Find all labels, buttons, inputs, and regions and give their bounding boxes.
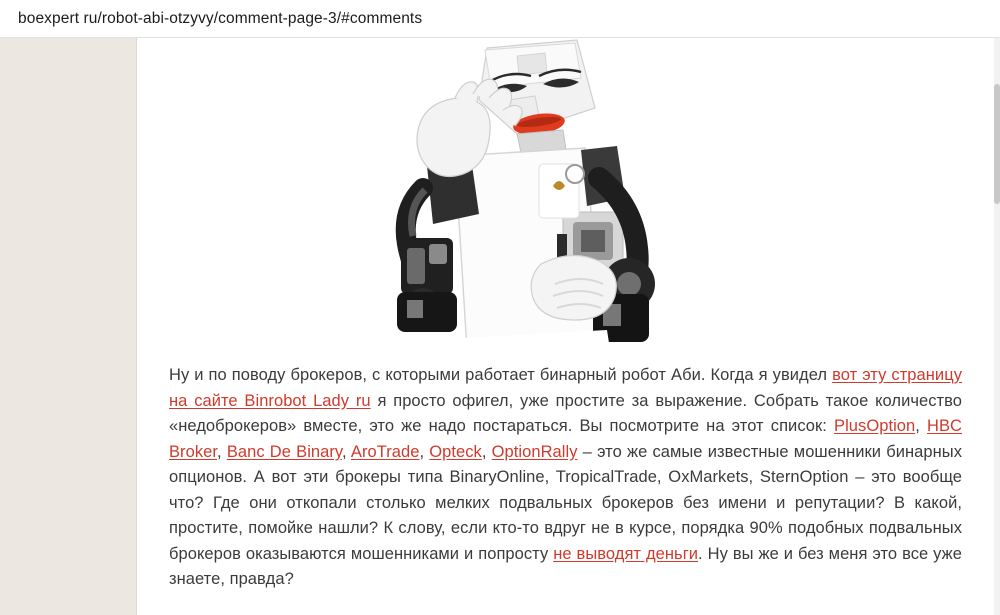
article-body [137, 363, 994, 593]
link-banc-de-binary[interactable]: Banc De Binary [226, 442, 342, 461]
article-content [137, 38, 994, 615]
para1-text-1: Ну и по поводу брокеров, с которыми работает бинарный робот Аби. Когда я увидел [169, 366, 833, 384]
left-margin-gutter [0, 38, 136, 615]
link-opteck[interactable]: Opteck [429, 442, 482, 461]
vertical-scrollbar-thumb[interactable] [994, 84, 1000, 204]
para1-sep-4: , [419, 442, 430, 461]
para1-sep-3: , [342, 442, 351, 461]
link-binrobot-lady-page[interactable]: вот эту страницу на сайте Binrobot Lady ru [169, 366, 962, 410]
browser-url-bar[interactable] [0, 0, 1000, 38]
para1-text-3: – это же самые известные мошенники бинарных опционов. А вот эти брокеры типа BinaryOnline, TropicalTrade, OxMarkets, SternOption – это вообще что? Где они откопали столько мелких подвальных брокеров без имени и репутации? В какой, простите, помойке нашли? К слову, если кто-то вдруг не в курсе, порядка 90% подобных подвальных брокеров оказываются мошенниками и попросту [169, 442, 962, 563]
para1-sep-5: , [481, 442, 492, 461]
link-hbc-broker[interactable]: HBC Broker [169, 417, 962, 461]
robot-illustration-svg [137, 38, 994, 363]
link-plusoption[interactable]: PlusOption [834, 417, 916, 435]
link-arotrade[interactable]: AroTrade [350, 442, 420, 461]
link-optionrally[interactable]: OptionRally [491, 442, 578, 461]
url-text: boexpert ru/robot-abi-otzyvy/comment-page-3/#comments [18, 10, 423, 27]
para1-sep-1: , [915, 417, 927, 435]
para1-text-4: . Ну вы же и без меня это все уже знаете, правда? [169, 544, 962, 588]
article-paragraph-1 [169, 363, 962, 593]
vertical-scrollbar-track[interactable] [994, 38, 1000, 615]
link-ne-vyvodyat-dengi[interactable]: не выводят деньги [553, 544, 699, 563]
para1-text-2: я просто офигел, уже простите за выражение. Собрать такое количество «недоброкеров» вместе, это же надо постараться. Вы посмотрите на этот список: [169, 391, 962, 435]
para1-sep-2: , [217, 442, 227, 461]
article-image [137, 38, 994, 363]
